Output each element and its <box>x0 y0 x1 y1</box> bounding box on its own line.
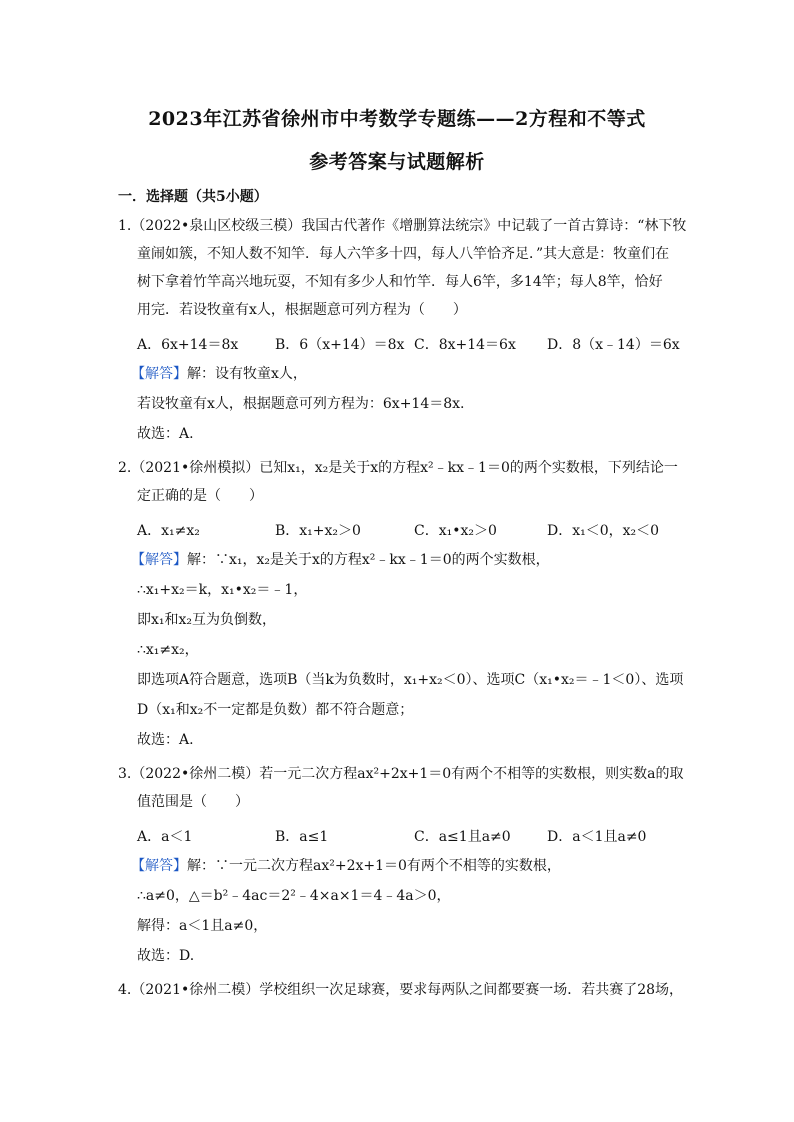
page-title: 2023年江苏省徐州市中考数学专题练——2方程和不等式 <box>148 108 646 130</box>
q2-option-a: A．x₁≠x₂ <box>137 523 200 539</box>
q2-answer-1: 【解答】解：∵x₁，x₂是关于x的方程x²﹣kx﹣1＝0的两个实数根， <box>131 552 550 568</box>
q1-option-a: A．6x+14＝8x <box>137 337 239 353</box>
q3-option-a: A．a＜1 <box>137 829 193 845</box>
q2-line-2: 定正确的是（ ） <box>137 488 263 504</box>
q1-line-1: 1.（2022•泉山区校级三模）我国古代著作《增删算法统宗》中记载了一首古算诗：“林下牧 <box>118 218 687 234</box>
q1-line-4: 用完．若设牧童有x人，根据题意可列方程为（ ） <box>137 302 467 318</box>
q1-answer-3: 故选：A. <box>137 426 194 442</box>
q2-answer-6: D（x₁和x₂不一定都是负数）都不符合题意； <box>137 702 414 718</box>
q2-answer-7: 故选：A. <box>137 732 194 748</box>
q1-option-b: B．6（x+14）＝8x <box>275 337 405 353</box>
q3-answer-2: ∴a≠0，△＝b²﹣4ac＝2²﹣4×a×1＝4﹣4a＞0， <box>137 888 451 904</box>
q3-answer-1: 【解答】解：∵一元二次方程ax²+2x+1＝0有两个不相等的实数根， <box>131 858 561 874</box>
q1-option-d: D．8（x﹣14）＝6x <box>547 337 680 353</box>
q3-line-2: 值范围是（ ） <box>137 794 249 810</box>
q1-line-3: 树下拿着竹竿高兴地玩耍，不知有多少人和竹竿．每人6竿，多14竿；每人8竿，恰好 <box>137 274 663 290</box>
section-heading: 一．选择题（共5小题） <box>118 189 268 205</box>
q2-option-c: C．x₁•x₂＞0 <box>414 523 497 539</box>
page-subtitle: 参考答案与试题解析 <box>309 151 485 173</box>
q3-option-d: D．a＜1且a≠0 <box>547 829 647 845</box>
q3-options <box>137 826 697 846</box>
q1-line-2: 童闹如簇，不知人数不知竿．每人六竿多十四，每人八竿恰齐足．”其大意是：牧童们在 <box>137 246 670 262</box>
q2-answer-3: 即x₁和x₂互为负倒数， <box>137 612 277 628</box>
q2-option-b: B．x₁+x₂＞0 <box>275 523 361 539</box>
q1-option-c: C．8x+14＝6x <box>414 337 516 353</box>
answer-tag: 【解答】 <box>131 366 187 382</box>
q2-option-d: D．x₁＜0，x₂＜0 <box>547 523 660 539</box>
q2-options <box>137 520 697 540</box>
q2-line-1: 2.（2021•徐州模拟）已知x₁，x₂是关于x的方程x²﹣kx﹣1＝0的两个实数根，下列结论一 <box>118 460 678 476</box>
q2-answer-5: 即选项A符合题意，选项B（当k为负数时，x₁+x₂＜0）、选项C（x₁•x₂＝﹣1＜0）、选项 <box>137 672 684 688</box>
answer-tag: 【解答】 <box>131 858 187 874</box>
q1-answer-2: 若设牧童有x人，根据题意可列方程为：6x+14＝8x. <box>137 396 465 412</box>
q2-answer-4: ∴x₁≠x₂， <box>137 642 199 658</box>
q1-options <box>137 334 697 354</box>
q3-answer-3: 解得：a＜1且a≠0， <box>137 918 268 934</box>
q3-option-b: B．a≤1 <box>275 829 329 845</box>
q3-line-1: 3.（2022•徐州二模）若一元二次方程ax²+2x+1＝0有两个不相等的实数根，则实数a的取 <box>118 766 684 782</box>
q4-line-1: 4.（2021•徐州二模）学校组织一次足球赛，要求每两队之间都要赛一场．若共赛了28场， <box>118 982 684 998</box>
q3-answer-4: 故选：D. <box>137 948 195 964</box>
q2-answer-2: ∴x₁+x₂＝k，x₁•x₂＝﹣1， <box>137 582 308 598</box>
answer-tag: 【解答】 <box>131 552 187 568</box>
q3-option-c: C．a≤1且a≠0 <box>414 829 511 845</box>
q1-answer-1: 【解答】解：设有牧童x人， <box>131 366 307 382</box>
